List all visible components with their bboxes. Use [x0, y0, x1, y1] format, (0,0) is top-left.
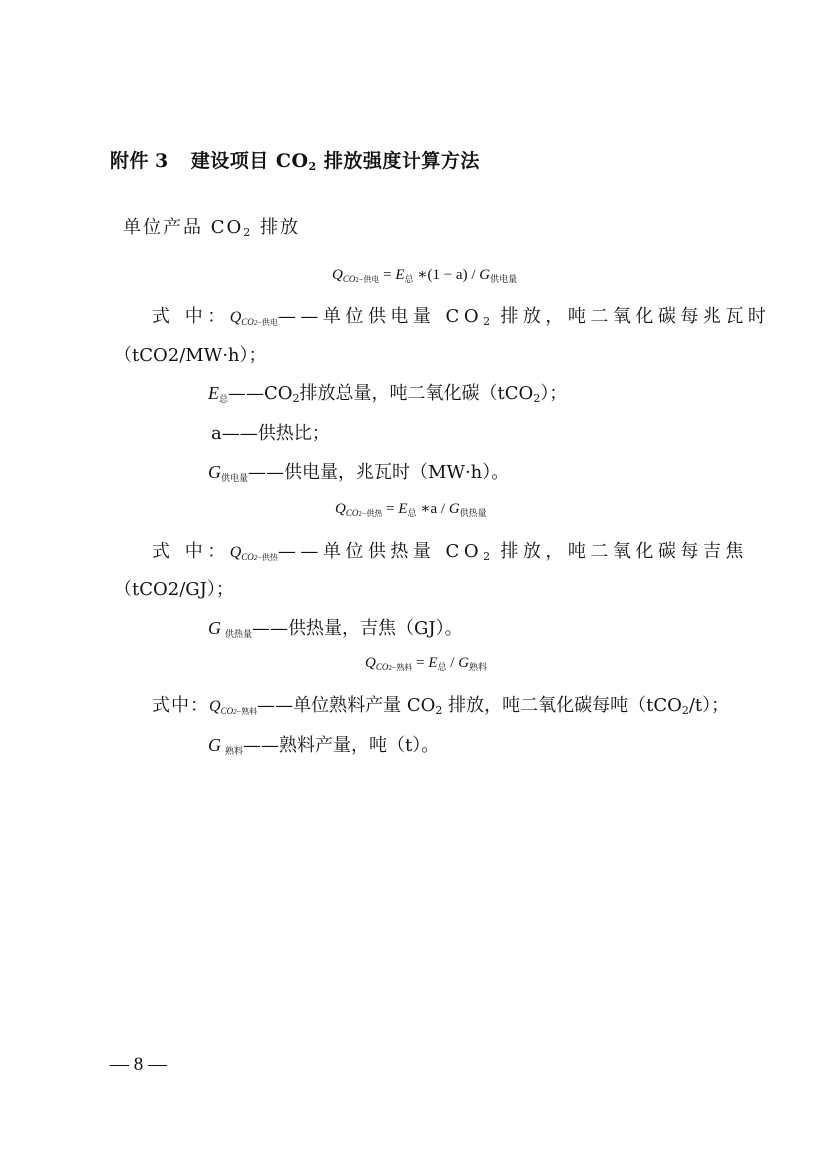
- definition-text-tail: /t）；: [688, 695, 730, 716]
- page-title: [110, 146, 480, 173]
- formula-equals: =: [382, 501, 399, 517]
- formula-subscript-label: −供热: [361, 509, 383, 518]
- formula-expression: ∗(1 − a) /: [413, 267, 480, 283]
- definition-symbol-g: G: [208, 735, 221, 755]
- formula-symbol-g: G: [458, 655, 470, 671]
- formula-symbol-q: Q: [365, 655, 376, 671]
- definition-text-tail: 排放，吨二氧化碳每兆瓦时: [490, 306, 771, 327]
- definition-prefix: 式 中：: [152, 541, 230, 562]
- title-label: 附件: [110, 150, 150, 172]
- definition-g-clinker: [208, 731, 439, 757]
- formula-subscript-co: CO: [342, 274, 356, 284]
- definition-text-middle: 排放，吨二氧化碳每吨（tCO: [442, 695, 682, 716]
- definition-subscript-label: −供电: [257, 318, 278, 327]
- definition-a-heat-ratio: [211, 419, 330, 445]
- section-heading-subscript: 2: [243, 226, 253, 239]
- formula-subscript-co: CO: [345, 508, 359, 518]
- definition-text: ——CO: [228, 383, 293, 404]
- definition-subscript-co: CO: [241, 552, 254, 562]
- definition-subscript-b: 2: [533, 392, 541, 405]
- section-heading: [123, 213, 300, 239]
- definition-text-middle: 排放总量，吨二氧化碳（tCO: [299, 383, 534, 404]
- definition-subscript-b: 2: [681, 704, 689, 717]
- formula-equals: =: [412, 655, 429, 671]
- definition-prefix: 式中：: [152, 695, 209, 716]
- definition-subscript-2: 2: [253, 554, 258, 562]
- formula-clinker: [365, 655, 487, 673]
- definition-text: ——单位供电量 CO: [277, 306, 484, 327]
- formula-heat-supply: [335, 499, 487, 519]
- section-heading-text: 单位产品 CO: [123, 217, 244, 238]
- definition-subscript-label: −熟料: [236, 707, 258, 716]
- definition-g-power: [208, 458, 509, 484]
- definition-subscript: 供电量: [221, 474, 249, 484]
- formula-symbol-e: E: [395, 267, 405, 283]
- formula-subscript-label: −熟料: [391, 663, 413, 672]
- definition-q-power-unit: [114, 341, 267, 367]
- definition-subscript-total: 总: [219, 395, 229, 405]
- formula-subscript-2: 2: [388, 664, 392, 672]
- definition-text: a——供热比；: [211, 423, 330, 444]
- formula-subscript-total: 总: [437, 662, 447, 672]
- definition-unit: （tCO2/MW·h）；: [114, 345, 267, 366]
- formula-symbol-g: G: [479, 267, 491, 283]
- definition-q-heat-unit: [114, 575, 234, 601]
- definition-text: ——供热量，吉焦（GJ）。: [252, 618, 463, 639]
- definition-symbol-g: G: [208, 462, 221, 482]
- definition-text: ——熟料产量，吨（t）。: [243, 735, 440, 756]
- formula-power-supply: [332, 265, 517, 285]
- definition-subscript: 2: [292, 392, 300, 405]
- title-subscript: 2: [308, 160, 317, 173]
- formula-symbol-e: E: [398, 501, 408, 517]
- definition-q-heat: [152, 537, 748, 563]
- definition-prefix: 式 中：: [152, 306, 230, 327]
- formula-subscript-clinker: 熟料: [469, 662, 488, 672]
- definition-symbol-g: G: [208, 618, 221, 638]
- formula-expression: ∗a /: [416, 501, 449, 517]
- formula-subscript-2: 2: [355, 276, 359, 284]
- formula-equals: =: [379, 267, 396, 283]
- formula-symbol-q: Q: [332, 267, 343, 283]
- definition-symbol-q: Q: [229, 309, 242, 326]
- formula-symbol-g: G: [448, 501, 460, 517]
- formula-subscript-co: CO: [375, 662, 389, 672]
- formula-subscript-heat: 供热量: [459, 508, 487, 518]
- definition-text: ——供电量，兆瓦时（MW·h）。: [248, 462, 510, 483]
- formula-subscript-total: 总: [404, 274, 414, 284]
- definition-subscript: 2: [435, 704, 443, 717]
- definition-subscript-2: 2: [233, 708, 237, 716]
- definition-subscript-co: CO: [220, 706, 234, 716]
- definition-subscript: 2: [483, 550, 491, 563]
- definition-g-heat: [208, 614, 463, 640]
- title-number: 3: [155, 150, 169, 172]
- definition-symbol-q: Q: [229, 544, 242, 561]
- definition-text-tail: ）；: [540, 383, 568, 404]
- definition-text: ——单位供热量 CO: [277, 541, 484, 562]
- definition-unit: （tCO2/GJ）；: [114, 579, 234, 600]
- definition-q-power: [152, 302, 770, 328]
- definition-symbol-e: E: [208, 383, 219, 403]
- definition-subscript-label: −供热: [257, 553, 278, 562]
- title-text: 建设项目 CO: [190, 150, 309, 172]
- definition-subscript: 熟料: [225, 747, 244, 757]
- section-heading-tail: 排放: [252, 217, 300, 238]
- definition-text-tail: 排放，吨二氧化碳每吉焦: [490, 541, 748, 562]
- formula-subscript-2: 2: [358, 510, 362, 518]
- title-text-tail: 排放强度计算方法: [316, 150, 480, 172]
- formula-subscript-supply: 供电量: [490, 274, 518, 284]
- page-number: — 8 —: [110, 1054, 167, 1075]
- formula-subscript-total: 总: [407, 508, 417, 518]
- formula-symbol-e: E: [428, 655, 438, 671]
- definition-subscript-co: CO: [241, 317, 254, 327]
- definition-e-total: [208, 379, 567, 405]
- definition-text: ——单位熟料产量 CO: [257, 695, 436, 716]
- formula-expression: /: [446, 655, 459, 671]
- definition-symbol-q: Q: [209, 698, 221, 715]
- formula-subscript-label: −供电: [358, 275, 380, 284]
- definition-subscript-2: 2: [253, 319, 258, 327]
- definition-subscript: 2: [483, 315, 491, 328]
- formula-symbol-q: Q: [335, 501, 346, 517]
- definition-subscript: 供热量: [225, 630, 253, 640]
- definition-q-clinker: [152, 691, 729, 717]
